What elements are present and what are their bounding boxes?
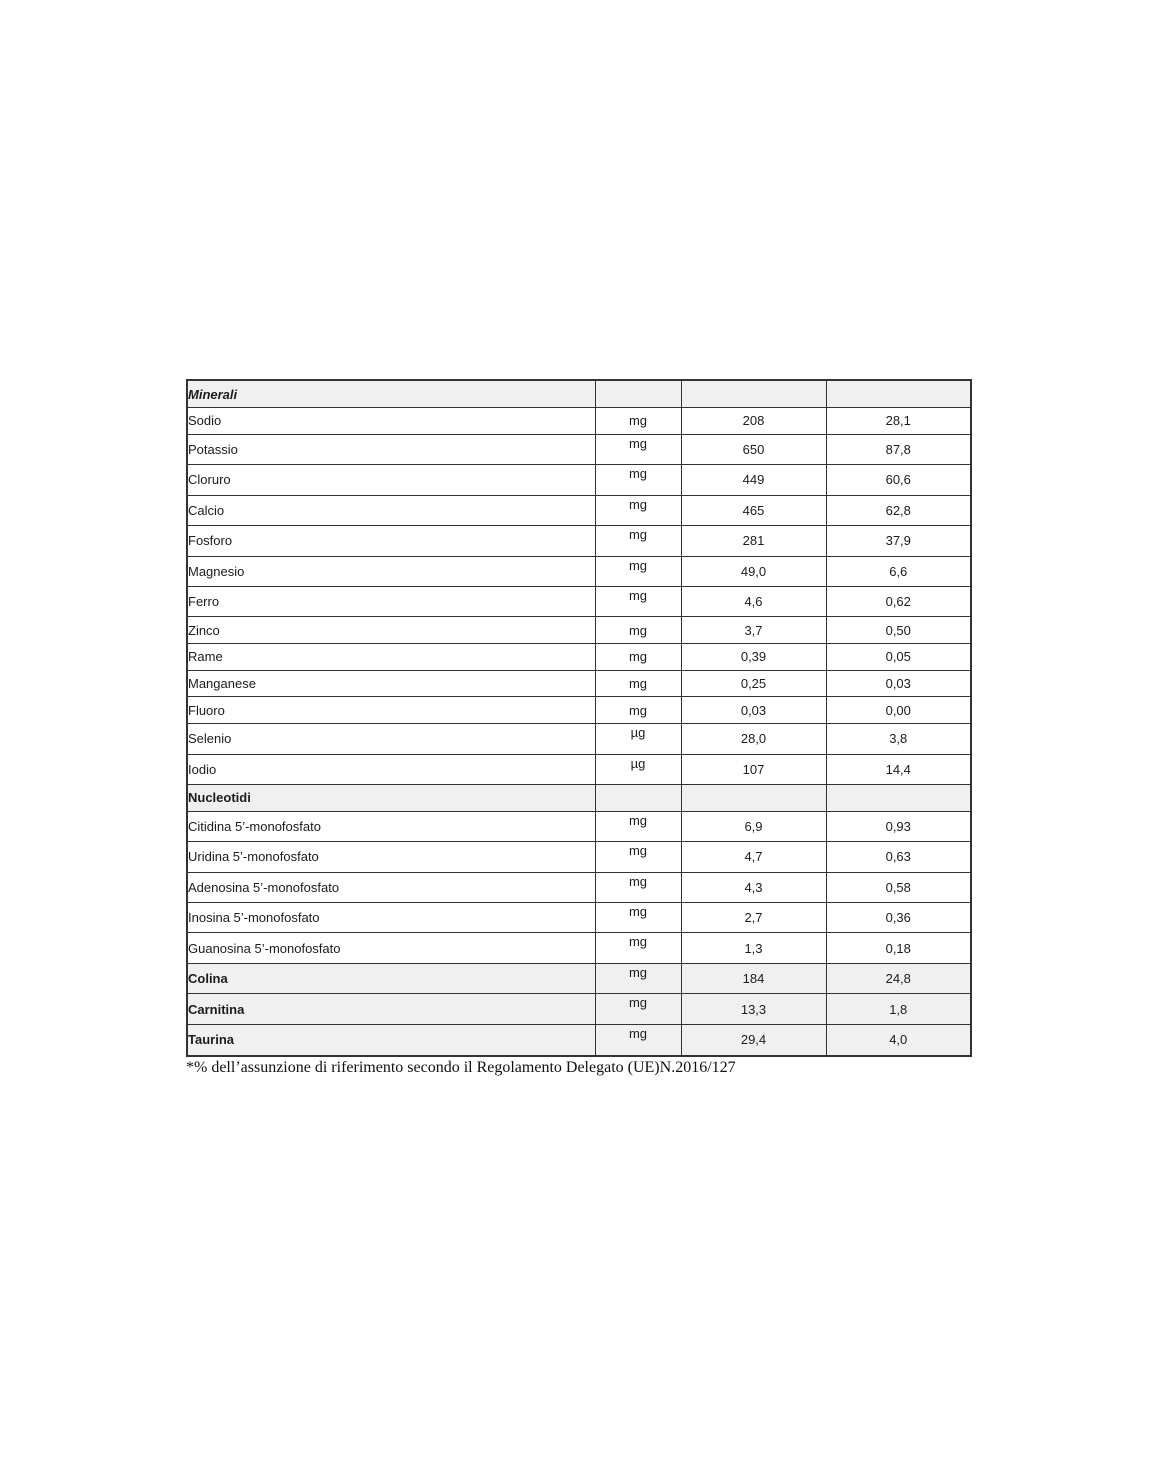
percent-cell: 37,9 [826, 526, 971, 556]
unit-cell: mg [595, 465, 681, 495]
nutrient-name-cell: Fluoro [187, 697, 595, 724]
percent-cell: 3,8 [826, 724, 971, 754]
empty-cell [826, 380, 971, 408]
amount-cell: 0,39 [681, 644, 826, 671]
unit-cell: mg [595, 495, 681, 525]
nutrient-name-cell: Cloruro [187, 465, 595, 495]
table-row [187, 903, 971, 933]
unit-cell: mg [595, 556, 681, 586]
table-row [187, 754, 971, 784]
nutrient-name-cell: Manganese [187, 670, 595, 697]
table-row [187, 872, 971, 902]
unit-cell: mg [595, 811, 681, 841]
amount-cell: 0,25 [681, 670, 826, 697]
table-row [187, 724, 971, 754]
amount-cell: 650 [681, 434, 826, 464]
amount-cell: 465 [681, 495, 826, 525]
amount-cell: 184 [681, 963, 826, 993]
unit-cell: mg [595, 587, 681, 617]
percent-cell: 62,8 [826, 495, 971, 525]
table-row [187, 697, 971, 724]
unit-cell: mg [595, 408, 681, 435]
percent-cell: 4,0 [826, 1024, 971, 1056]
section-title-cell: Minerali [187, 380, 595, 408]
amount-cell: 4,6 [681, 587, 826, 617]
percent-cell: 0,36 [826, 903, 971, 933]
unit-cell: mg [595, 994, 681, 1024]
table-row [187, 556, 971, 586]
table-row [187, 434, 971, 464]
unit-cell: mg [595, 903, 681, 933]
nutrient-name-cell: Calcio [187, 495, 595, 525]
amount-cell: 4,3 [681, 872, 826, 902]
nutrient-name-cell: Guanosina 5’-monofosfato [187, 933, 595, 963]
empty-cell [595, 380, 681, 408]
table-row [187, 994, 971, 1024]
amount-cell: 49,0 [681, 556, 826, 586]
percent-cell: 0,03 [826, 670, 971, 697]
amount-cell: 13,3 [681, 994, 826, 1024]
table-row [187, 465, 971, 495]
table-row [187, 408, 971, 435]
percent-cell: 60,6 [826, 465, 971, 495]
unit-cell: mg [595, 526, 681, 556]
nutrient-name-cell: Fosforo [187, 526, 595, 556]
amount-cell: 208 [681, 408, 826, 435]
empty-cell [681, 380, 826, 408]
table-row [187, 526, 971, 556]
empty-cell [595, 785, 681, 812]
nutrient-name-cell: Carnitina [187, 994, 595, 1024]
nutrient-name-cell: Selenio [187, 724, 595, 754]
table-body [187, 380, 971, 1056]
nutrient-name-cell: Iodio [187, 754, 595, 784]
percent-cell: 0,58 [826, 872, 971, 902]
table-row [187, 644, 971, 671]
nutrient-name-cell: Taurina [187, 1024, 595, 1056]
amount-cell: 1,3 [681, 933, 826, 963]
unit-cell: mg [595, 1024, 681, 1056]
table-row [187, 670, 971, 697]
section-header-row [187, 785, 971, 812]
unit-cell: mg [595, 434, 681, 464]
amount-cell: 107 [681, 754, 826, 784]
amount-cell: 29,4 [681, 1024, 826, 1056]
amount-cell: 6,9 [681, 811, 826, 841]
unit-cell: mg [595, 644, 681, 671]
percent-cell: 0,50 [826, 617, 971, 644]
amount-cell: 2,7 [681, 903, 826, 933]
table-row [187, 617, 971, 644]
amount-cell: 3,7 [681, 617, 826, 644]
nutrient-name-cell: Uridina 5’-monofosfato [187, 842, 595, 872]
percent-cell: 24,8 [826, 963, 971, 993]
nutrient-name-cell: Magnesio [187, 556, 595, 586]
table-row [187, 933, 971, 963]
unit-cell: mg [595, 697, 681, 724]
nutrient-name-cell: Inosina 5’-monofosfato [187, 903, 595, 933]
table-row [187, 495, 971, 525]
amount-cell: 449 [681, 465, 826, 495]
section-header-row [187, 380, 971, 408]
table-row [187, 811, 971, 841]
nutrient-name-cell: Zinco [187, 617, 595, 644]
table-row [187, 963, 971, 993]
nutrition-table [186, 379, 972, 1057]
percent-cell: 0,62 [826, 587, 971, 617]
nutrient-name-cell: Potassio [187, 434, 595, 464]
amount-cell: 281 [681, 526, 826, 556]
nutrient-name-cell: Colina [187, 963, 595, 993]
unit-cell: mg [595, 670, 681, 697]
empty-cell [826, 785, 971, 812]
unit-cell: mg [595, 933, 681, 963]
table-row [187, 587, 971, 617]
unit-cell: mg [595, 963, 681, 993]
percent-cell: 0,00 [826, 697, 971, 724]
nutrient-name-cell: Citidina 5’-monofosfato [187, 811, 595, 841]
percent-cell: 0,05 [826, 644, 971, 671]
nutrient-name-cell: Ferro [187, 587, 595, 617]
amount-cell: 4,7 [681, 842, 826, 872]
unit-cell: µg [595, 754, 681, 784]
amount-cell: 0,03 [681, 697, 826, 724]
percent-cell: 1,8 [826, 994, 971, 1024]
nutrient-name-cell: Adenosina 5’-monofosfato [187, 872, 595, 902]
empty-cell [681, 785, 826, 812]
table-row [187, 1024, 971, 1056]
unit-cell: µg [595, 724, 681, 754]
percent-cell: 0,18 [826, 933, 971, 963]
unit-cell: mg [595, 617, 681, 644]
table-row [187, 842, 971, 872]
percent-cell: 0,63 [826, 842, 971, 872]
percent-cell: 87,8 [826, 434, 971, 464]
percent-cell: 6,6 [826, 556, 971, 586]
section-title-cell: Nucleotidi [187, 785, 595, 812]
percent-cell: 28,1 [826, 408, 971, 435]
nutrient-name-cell: Rame [187, 644, 595, 671]
footnote: *% dell’assunzione di riferimento secondo il Regolamento Delegato (UE)N.2016/127 [186, 1059, 736, 1076]
unit-cell: mg [595, 872, 681, 902]
unit-cell: mg [595, 842, 681, 872]
percent-cell: 14,4 [826, 754, 971, 784]
amount-cell: 28,0 [681, 724, 826, 754]
nutrient-name-cell: Sodio [187, 408, 595, 435]
percent-cell: 0,93 [826, 811, 971, 841]
